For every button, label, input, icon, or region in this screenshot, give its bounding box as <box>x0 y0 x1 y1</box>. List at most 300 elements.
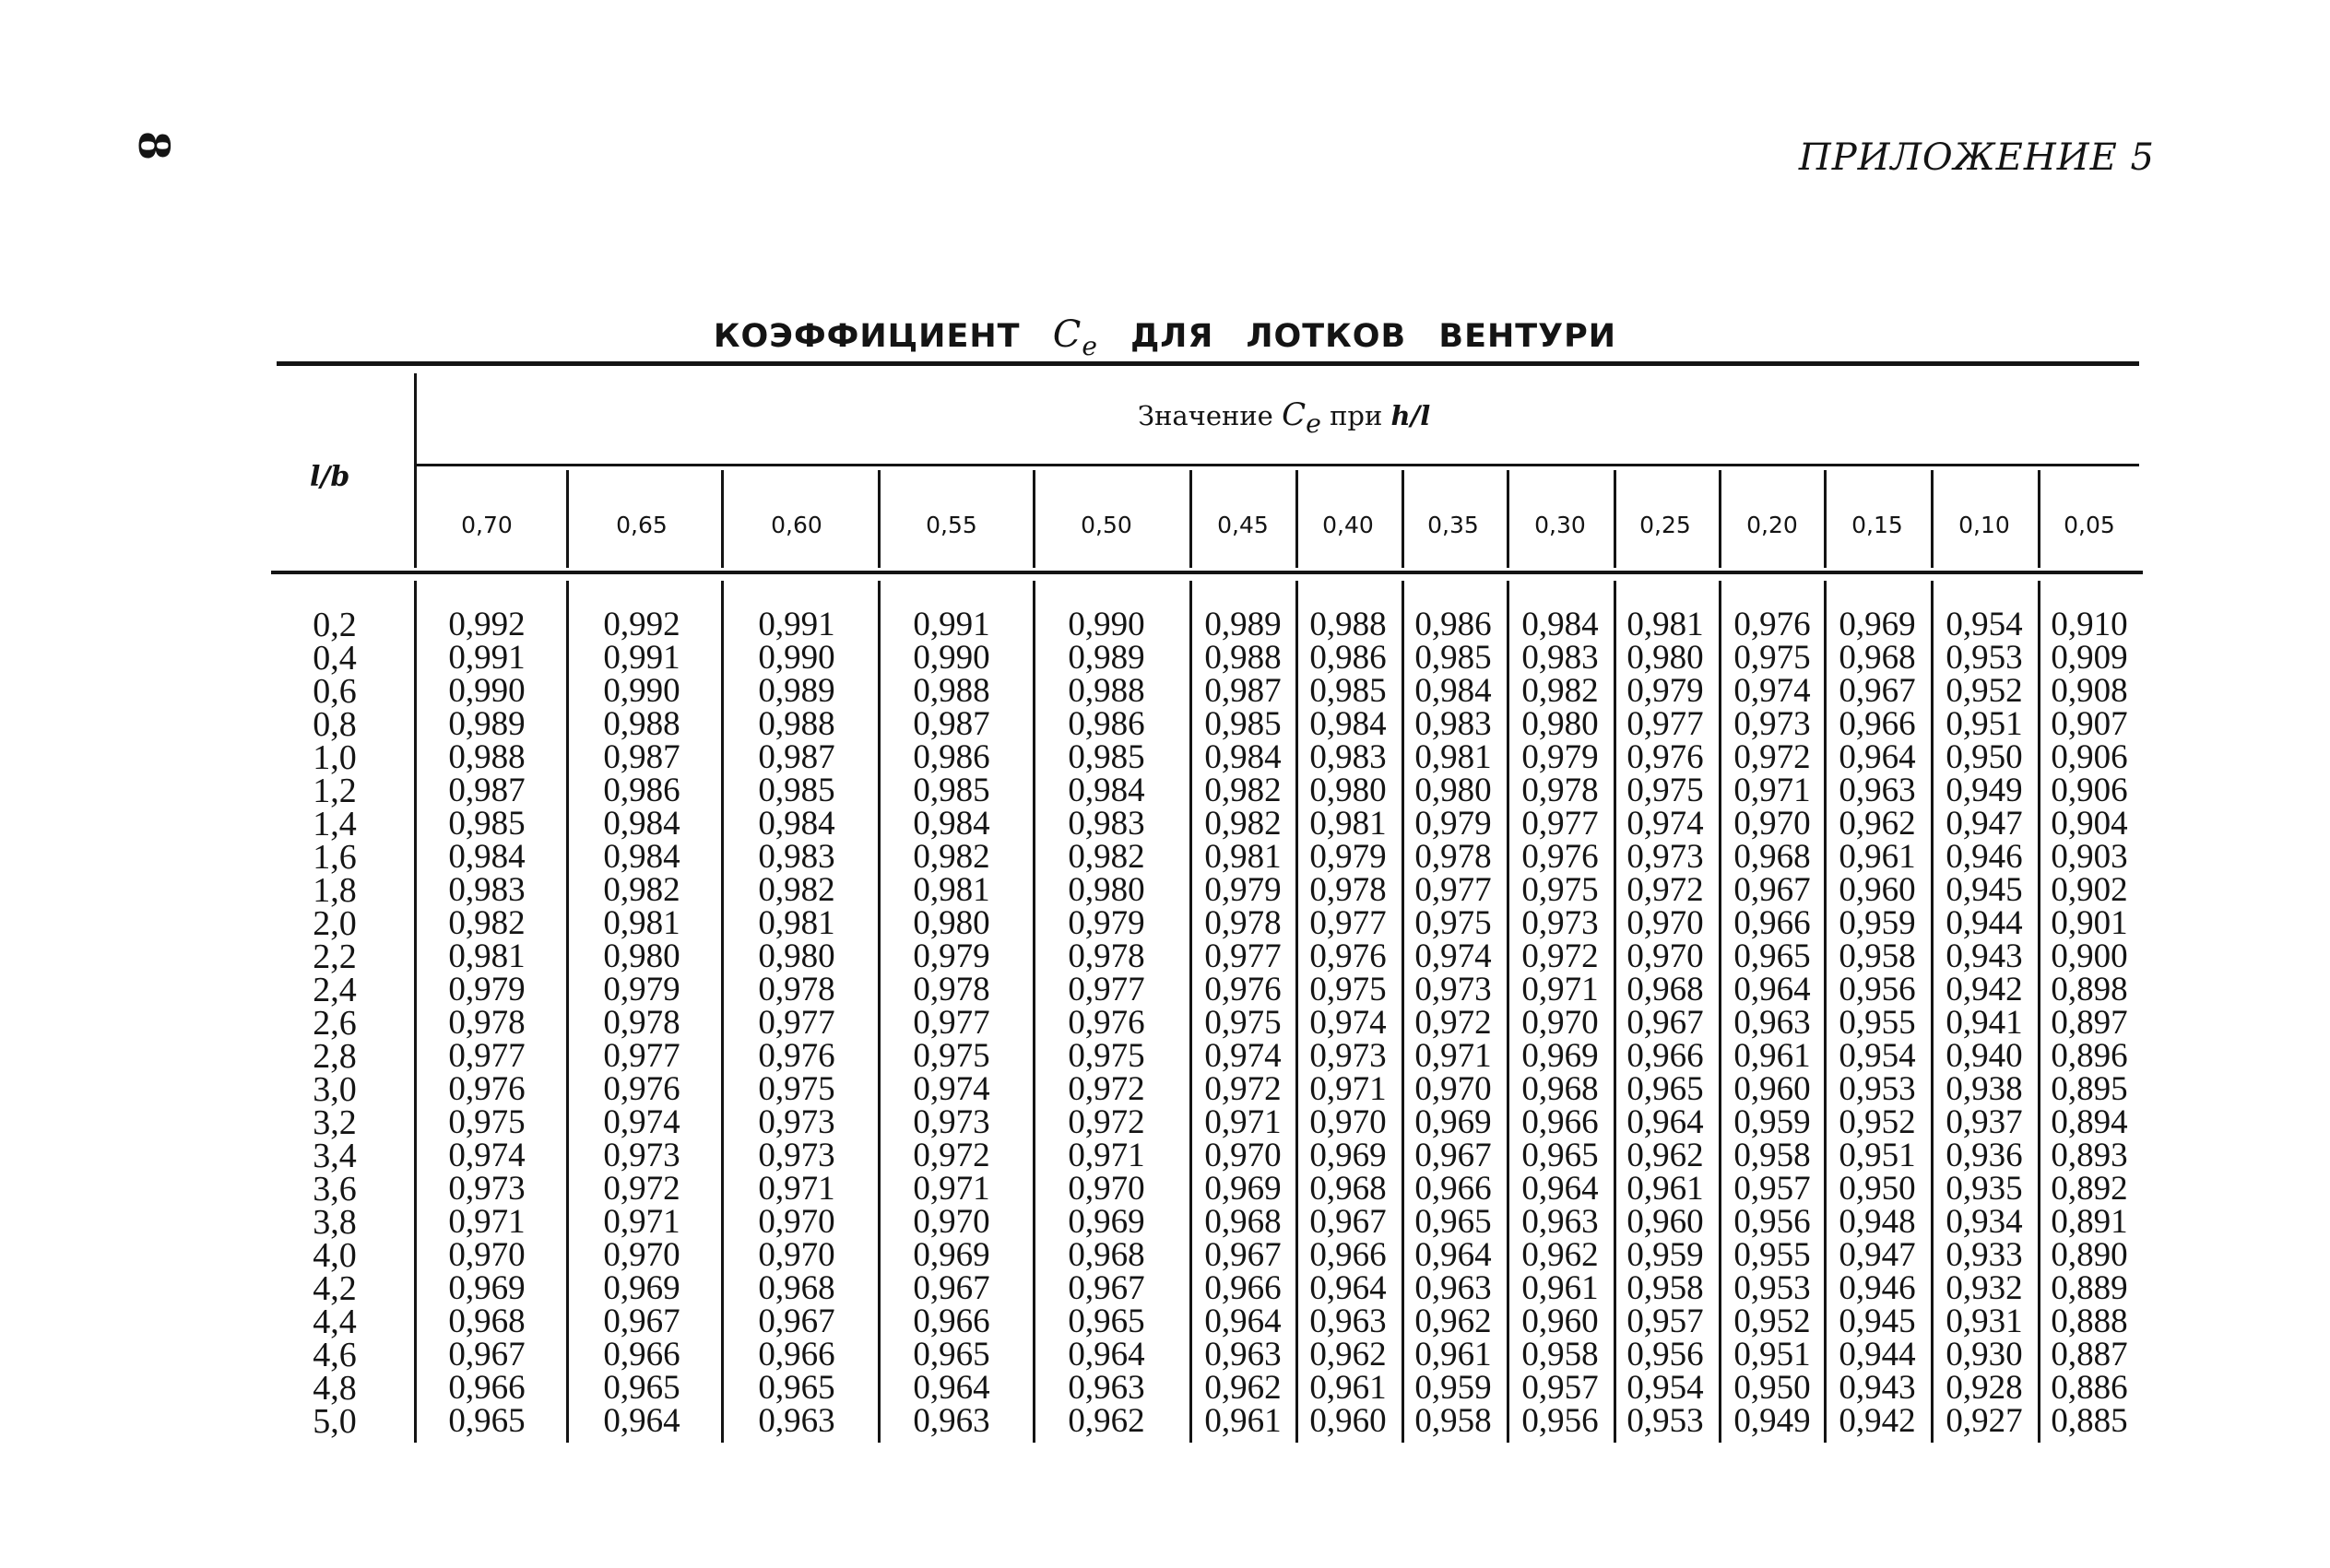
table-cell: 0,968 <box>1309 1170 1387 1208</box>
table-cell: 0,985 <box>448 805 526 843</box>
column-header: 0,05 <box>2064 512 2115 538</box>
table-cell: 0,972 <box>1414 1004 1492 1042</box>
title-suffix: ДЛЯ ЛОТКОВ ВЕНТУРИ <box>1130 318 1617 355</box>
table-cell: 0,957 <box>1521 1369 1599 1407</box>
table-cell: 0,966 <box>913 1303 990 1340</box>
table-cell: 0,967 <box>1204 1236 1282 1274</box>
table-cell: 0,963 <box>1068 1369 1145 1407</box>
table-cell: 0,978 <box>1204 904 1282 942</box>
table-cell: 0,969 <box>448 1269 526 1307</box>
table-cell: 0,971 <box>1068 1137 1145 1174</box>
table-cell: 0,985 <box>913 772 990 809</box>
table-cell: 0,965 <box>1626 1070 1704 1108</box>
table-cell: 0,961 <box>1309 1369 1387 1407</box>
table-cell: 0,970 <box>1068 1170 1145 1208</box>
table-cell: 0,945 <box>1839 1303 1916 1340</box>
row-label: 2,8 <box>313 1037 357 1076</box>
column-divider-body <box>721 581 724 1443</box>
column-header: 0,70 <box>461 512 513 538</box>
table-cell: 0,900 <box>2051 937 2128 975</box>
table-cell: 0,973 <box>603 1137 680 1174</box>
table-cell: 0,903 <box>2051 838 2128 876</box>
table-cell: 0,982 <box>448 904 526 942</box>
table-cell: 0,977 <box>1204 937 1282 975</box>
table-cell: 0,976 <box>1309 937 1387 975</box>
table-cell: 0,980 <box>1521 705 1599 743</box>
column-divider-head <box>566 470 569 568</box>
table-cell: 0,945 <box>1946 871 2023 909</box>
table-cell: 0,972 <box>1204 1070 1282 1108</box>
table-cell: 0,975 <box>1414 904 1492 942</box>
table-cell: 0,979 <box>603 971 680 1008</box>
table-cell: 0,977 <box>913 1004 990 1042</box>
table-cell: 0,990 <box>1068 606 1145 643</box>
table-cell: 0,970 <box>1626 937 1704 975</box>
table-cell: 0,986 <box>1414 606 1492 643</box>
table-cell: 0,951 <box>1839 1137 1916 1174</box>
table-cell: 0,966 <box>1414 1170 1492 1208</box>
table-cell: 0,965 <box>1414 1203 1492 1241</box>
table-cell: 0,978 <box>603 1004 680 1042</box>
table-cell: 0,898 <box>2051 971 2128 1008</box>
table-cell: 0,975 <box>1733 639 1811 677</box>
row-label: 0,6 <box>313 672 357 711</box>
table-cell: 0,956 <box>1733 1203 1811 1241</box>
table-cell: 0,940 <box>1946 1037 2023 1075</box>
table-cell: 0,946 <box>1839 1269 1916 1307</box>
column-header: 0,20 <box>1746 512 1798 538</box>
table-cell: 0,967 <box>758 1303 835 1340</box>
table-cell: 0,977 <box>448 1037 526 1075</box>
table-cell: 0,965 <box>1733 937 1811 975</box>
table-cell: 0,990 <box>603 672 680 710</box>
table-cell: 0,909 <box>2051 639 2128 677</box>
table-cell: 0,967 <box>1839 672 1916 710</box>
table-cell: 0,961 <box>1839 838 1916 876</box>
table-cell: 0,906 <box>2051 772 2128 809</box>
table-cell: 0,974 <box>913 1070 990 1108</box>
table-cell: 0,964 <box>913 1369 990 1407</box>
table-cell: 0,967 <box>448 1336 526 1373</box>
table-cell: 0,968 <box>1626 971 1704 1008</box>
table-cell: 0,981 <box>1414 738 1492 776</box>
table-cell: 0,974 <box>448 1137 526 1174</box>
title-symbol: $C_e$ <box>1052 313 1098 361</box>
table-cell: 0,975 <box>1068 1037 1145 1075</box>
table-cell: 0,963 <box>1521 1203 1599 1241</box>
table-cell: 0,988 <box>448 738 526 776</box>
table-cell: 0,967 <box>1068 1269 1145 1307</box>
column-header: 0,55 <box>926 512 977 538</box>
table-cell: 0,964 <box>1414 1236 1492 1274</box>
table-cell: 0,985 <box>758 772 835 809</box>
table-cell: 0,958 <box>1626 1269 1704 1307</box>
table-cell: 0,974 <box>1414 937 1492 975</box>
table-cell: 0,982 <box>1204 805 1282 843</box>
table-cell: 0,970 <box>913 1203 990 1241</box>
table-cell: 0,951 <box>1733 1336 1811 1373</box>
table-cell: 0,984 <box>1204 738 1282 776</box>
table-cell: 0,966 <box>1626 1037 1704 1075</box>
row-label: 0,8 <box>313 705 357 744</box>
table-cell: 0,964 <box>603 1402 680 1440</box>
table-cell: 0,966 <box>758 1336 835 1373</box>
table-cell: 0,961 <box>1521 1269 1599 1307</box>
table-cell: 0,906 <box>2051 738 2128 776</box>
table-cell: 0,930 <box>1946 1336 2023 1373</box>
table-cell: 0,962 <box>1521 1236 1599 1274</box>
row-label: 1,2 <box>313 772 357 810</box>
table-cell: 0,887 <box>2051 1336 2128 1373</box>
table-cell: 0,977 <box>1068 971 1145 1008</box>
table-cell: 0,971 <box>1309 1070 1387 1108</box>
table-cell: 0,944 <box>1946 904 2023 942</box>
table-cell: 0,988 <box>913 672 990 710</box>
table-cell: 0,962 <box>1626 1137 1704 1174</box>
row-label: 4,8 <box>313 1369 357 1408</box>
table-cell: 0,943 <box>1839 1369 1916 1407</box>
table-cell: 0,964 <box>1626 1103 1704 1141</box>
table-cell: 0,972 <box>1068 1103 1145 1141</box>
table-cell: 0,967 <box>1626 1004 1704 1042</box>
table-cell: 0,984 <box>603 805 680 843</box>
table-cell: 0,966 <box>1309 1236 1387 1274</box>
table-cell: 0,963 <box>758 1402 835 1440</box>
column-header: 0,60 <box>771 512 822 538</box>
table-cell: 0,971 <box>913 1170 990 1208</box>
table-cell: 0,949 <box>1946 772 2023 809</box>
table-cell: 0,968 <box>448 1303 526 1340</box>
table-cell: 0,988 <box>758 705 835 743</box>
column-divider-head <box>1033 470 1035 568</box>
table-cell: 0,981 <box>448 937 526 975</box>
table-cell: 0,979 <box>1414 805 1492 843</box>
table-cell: 0,958 <box>1733 1137 1811 1174</box>
table-cell: 0,962 <box>1414 1303 1492 1340</box>
table-cell: 0,965 <box>603 1369 680 1407</box>
table-cell: 0,973 <box>1414 971 1492 1008</box>
table-cell: 0,967 <box>913 1269 990 1307</box>
table-cell: 0,957 <box>1626 1303 1704 1340</box>
appendix-label: ПРИЛОЖЕНИЕ 5 <box>1798 136 2155 179</box>
column-header: 0,25 <box>1639 512 1691 538</box>
row-label: 1,0 <box>313 738 357 777</box>
table-cell: 0,928 <box>1946 1369 2023 1407</box>
row-label: 4,0 <box>313 1236 357 1275</box>
table-cell: 0,901 <box>2051 904 2128 942</box>
table-cell: 0,984 <box>1068 772 1145 809</box>
table-cell: 0,970 <box>603 1236 680 1274</box>
table-cell: 0,956 <box>1521 1402 1599 1440</box>
table-cell: 0,972 <box>1068 1070 1145 1108</box>
table-cell: 0,963 <box>1733 1004 1811 1042</box>
table-cell: 0,989 <box>1068 639 1145 677</box>
table-cell: 0,969 <box>603 1269 680 1307</box>
table-cell: 0,891 <box>2051 1203 2128 1241</box>
table-cell: 0,956 <box>1626 1336 1704 1373</box>
table-cell: 0,970 <box>1414 1070 1492 1108</box>
table-cell: 0,983 <box>1309 738 1387 776</box>
table-cell: 0,985 <box>1309 672 1387 710</box>
table-cell: 0,988 <box>1068 672 1145 710</box>
table-cell: 0,976 <box>1521 838 1599 876</box>
table-cell: 0,975 <box>913 1037 990 1075</box>
table-cell: 0,892 <box>2051 1170 2128 1208</box>
table-cell: 0,974 <box>1204 1037 1282 1075</box>
table-cell: 0,959 <box>1414 1369 1492 1407</box>
table-cell: 0,971 <box>1204 1103 1282 1141</box>
table-cell: 0,982 <box>1068 838 1145 876</box>
table-cell: 0,969 <box>913 1236 990 1274</box>
table-cell: 0,978 <box>1309 871 1387 909</box>
table-cell: 0,963 <box>1204 1336 1282 1373</box>
table-cell: 0,969 <box>1521 1037 1599 1075</box>
table-cell: 0,988 <box>1309 606 1387 643</box>
table-cell: 0,989 <box>1204 606 1282 643</box>
header-bottom-rule <box>271 571 2143 574</box>
table-cell: 0,965 <box>448 1402 526 1440</box>
table-cell: 0,981 <box>1204 838 1282 876</box>
table-cell: 0,969 <box>1414 1103 1492 1141</box>
table-cell: 0,987 <box>1204 672 1282 710</box>
table-cell: 0,978 <box>1521 772 1599 809</box>
table-cell: 0,962 <box>1204 1369 1282 1407</box>
row-label: 0,4 <box>313 639 357 678</box>
column-divider-body <box>566 581 569 1443</box>
table-cell: 0,966 <box>1839 705 1916 743</box>
table-cell: 0,983 <box>1521 639 1599 677</box>
table-cell: 0,964 <box>1839 738 1916 776</box>
table-cell: 0,980 <box>1068 871 1145 909</box>
column-header: 0,30 <box>1534 512 1586 538</box>
table-cell: 0,975 <box>758 1070 835 1108</box>
table-cell: 0,984 <box>1521 606 1599 643</box>
table-cell: 0,950 <box>1839 1170 1916 1208</box>
column-header: 0,15 <box>1851 512 1903 538</box>
table-cell: 0,888 <box>2051 1303 2128 1340</box>
table-cell: 0,982 <box>913 838 990 876</box>
table-cell: 0,934 <box>1946 1203 2023 1241</box>
table-cell: 0,949 <box>1733 1402 1811 1440</box>
table-cell: 0,979 <box>1626 672 1704 710</box>
table-cell: 0,952 <box>1839 1103 1916 1141</box>
table-cell: 0,967 <box>1414 1137 1492 1174</box>
row-label: 1,6 <box>313 838 357 877</box>
table-cell: 0,961 <box>1626 1170 1704 1208</box>
table-cell: 0,980 <box>603 937 680 975</box>
row-label: 4,4 <box>313 1303 357 1341</box>
table-cell: 0,947 <box>1946 805 2023 843</box>
table-cell: 0,984 <box>1414 672 1492 710</box>
table-cell: 0,973 <box>1626 838 1704 876</box>
table-cell: 0,964 <box>1204 1303 1282 1340</box>
table-cell: 0,957 <box>1733 1170 1811 1208</box>
table-cell: 0,971 <box>1733 772 1811 809</box>
table-cell: 0,973 <box>1309 1037 1387 1075</box>
table-cell: 0,981 <box>913 871 990 909</box>
table-cell: 0,973 <box>1521 904 1599 942</box>
table-cell: 0,965 <box>1068 1303 1145 1340</box>
table-cell: 0,984 <box>758 805 835 843</box>
table-cell: 0,974 <box>603 1103 680 1141</box>
table-cell: 0,937 <box>1946 1103 2023 1141</box>
table-cell: 0,986 <box>1309 639 1387 677</box>
table-cell: 0,970 <box>1733 805 1811 843</box>
table-cell: 0,974 <box>1309 1004 1387 1042</box>
table-cell: 0,973 <box>913 1103 990 1141</box>
table-cell: 0,966 <box>1521 1103 1599 1141</box>
table-cell: 0,977 <box>1521 805 1599 843</box>
table-cell: 0,976 <box>1733 606 1811 643</box>
table-cell: 0,987 <box>603 738 680 776</box>
table-cell: 0,951 <box>1946 705 2023 743</box>
table-cell: 0,990 <box>758 639 835 677</box>
table-cell: 0,970 <box>448 1236 526 1274</box>
table-cell: 0,984 <box>448 838 526 876</box>
table-cell: 0,988 <box>1204 639 1282 677</box>
row-label: 2,4 <box>313 971 357 1009</box>
table-cell: 0,986 <box>1068 705 1145 743</box>
table-cell: 0,985 <box>1414 639 1492 677</box>
table-cell: 0,950 <box>1946 738 2023 776</box>
table-cell: 0,969 <box>1839 606 1916 643</box>
table-cell: 0,961 <box>1414 1336 1492 1373</box>
table-cell: 0,971 <box>1414 1037 1492 1075</box>
table-cell: 0,967 <box>603 1303 680 1340</box>
table-cell: 0,972 <box>913 1137 990 1174</box>
table-cell: 0,953 <box>1839 1070 1916 1108</box>
table-cell: 0,979 <box>1068 904 1145 942</box>
table-cell: 0,959 <box>1626 1236 1704 1274</box>
table-cell: 0,983 <box>1068 805 1145 843</box>
table-cell: 0,977 <box>1309 904 1387 942</box>
table-cell: 0,981 <box>603 904 680 942</box>
table-cell: 0,953 <box>1946 639 2023 677</box>
table-cell: 0,985 <box>1068 738 1145 776</box>
table-cell: 0,978 <box>448 1004 526 1042</box>
table-cell: 0,965 <box>758 1369 835 1407</box>
column-header: 0,10 <box>1958 512 2010 538</box>
table-cell: 0,904 <box>2051 805 2128 843</box>
table-cell: 0,955 <box>1839 1004 1916 1042</box>
table-cell: 0,910 <box>2051 606 2128 643</box>
table-cell: 0,973 <box>758 1103 835 1141</box>
table-cell: 0,960 <box>1733 1070 1811 1108</box>
table-cell: 0,968 <box>758 1269 835 1307</box>
table-cell: 0,968 <box>1204 1203 1282 1241</box>
table-cell: 0,968 <box>1521 1070 1599 1108</box>
table-cell: 0,967 <box>1733 871 1811 909</box>
table-cell: 0,886 <box>2051 1369 2128 1407</box>
page-number: 8 <box>129 131 179 161</box>
table-cell: 0,983 <box>758 838 835 876</box>
row-label: 3,8 <box>313 1203 357 1242</box>
group-header: Значение $C_e$ при h/l <box>1138 396 1431 439</box>
table-cell: 0,946 <box>1946 838 2023 876</box>
table-cell: 0,964 <box>1521 1170 1599 1208</box>
column-divider-head <box>878 470 881 568</box>
table-cell: 0,969 <box>1204 1170 1282 1208</box>
table-cell: 0,977 <box>603 1037 680 1075</box>
table-cell: 0,965 <box>913 1336 990 1373</box>
table-cell: 0,972 <box>603 1170 680 1208</box>
table-cell: 0,981 <box>1626 606 1704 643</box>
row-label: 1,4 <box>313 805 357 843</box>
table-cell: 0,972 <box>1521 937 1599 975</box>
table-cell: 0,885 <box>2051 1402 2128 1440</box>
table-cell: 0,932 <box>1946 1269 2023 1307</box>
table-cell: 0,980 <box>1309 772 1387 809</box>
table-cell: 0,938 <box>1946 1070 2023 1108</box>
table-cell: 0,970 <box>1309 1103 1387 1141</box>
table-cell: 0,971 <box>1521 971 1599 1008</box>
table-cell: 0,972 <box>1626 871 1704 909</box>
table-cell: 0,987 <box>758 738 835 776</box>
table-cell: 0,983 <box>1414 705 1492 743</box>
table-cell: 0,991 <box>913 606 990 643</box>
table-cell: 0,890 <box>2051 1236 2128 1274</box>
table-cell: 0,982 <box>603 871 680 909</box>
table-cell: 0,982 <box>758 871 835 909</box>
table-cell: 0,963 <box>1839 772 1916 809</box>
table-cell: 0,970 <box>1204 1137 1282 1174</box>
table-cell: 0,947 <box>1839 1236 1916 1274</box>
table-cell: 0,975 <box>1626 772 1704 809</box>
table-cell: 0,908 <box>2051 672 2128 710</box>
table-cell: 0,975 <box>1204 1004 1282 1042</box>
row-label: 1,8 <box>313 871 357 910</box>
table-cell: 0,942 <box>1946 971 2023 1008</box>
table-cell: 0,973 <box>758 1137 835 1174</box>
table-cell: 0,976 <box>1626 738 1704 776</box>
table-cell: 0,894 <box>2051 1103 2128 1141</box>
table-cell: 0,982 <box>1521 672 1599 710</box>
table-cell: 0,955 <box>1733 1236 1811 1274</box>
table-cell: 0,959 <box>1733 1103 1811 1141</box>
table-cell: 0,976 <box>1204 971 1282 1008</box>
column-header: 0,35 <box>1427 512 1479 538</box>
row-label: 2,2 <box>313 937 357 976</box>
table-cell: 0,897 <box>2051 1004 2128 1042</box>
table-cell: 0,986 <box>603 772 680 809</box>
table-title <box>0 313 2330 361</box>
table-cell: 0,962 <box>1309 1336 1387 1373</box>
table-cell: 0,989 <box>758 672 835 710</box>
table-cell: 0,972 <box>1733 738 1811 776</box>
column-divider-head <box>721 470 724 568</box>
column-divider-body <box>878 581 881 1443</box>
table-cell: 0,969 <box>1309 1137 1387 1174</box>
table-cell: 0,889 <box>2051 1269 2128 1307</box>
table-cell: 0,976 <box>603 1070 680 1108</box>
table-cell: 0,963 <box>1414 1269 1492 1307</box>
column-header: 0,45 <box>1217 512 1269 538</box>
table-cell: 0,933 <box>1946 1236 2023 1274</box>
table-cell: 0,980 <box>1414 772 1492 809</box>
table-cell: 0,990 <box>448 672 526 710</box>
table-cell: 0,981 <box>1309 805 1387 843</box>
table-cell: 0,969 <box>1068 1203 1145 1241</box>
table-cell: 0,977 <box>1626 705 1704 743</box>
table-cell: 0,987 <box>913 705 990 743</box>
table-cell: 0,975 <box>1521 871 1599 909</box>
table-cell: 0,976 <box>758 1037 835 1075</box>
column-divider-body <box>414 581 417 1443</box>
table-cell: 0,978 <box>1068 937 1145 975</box>
table-cell: 0,958 <box>1521 1336 1599 1373</box>
table-cell: 0,984 <box>603 838 680 876</box>
table-cell: 0,991 <box>448 639 526 677</box>
